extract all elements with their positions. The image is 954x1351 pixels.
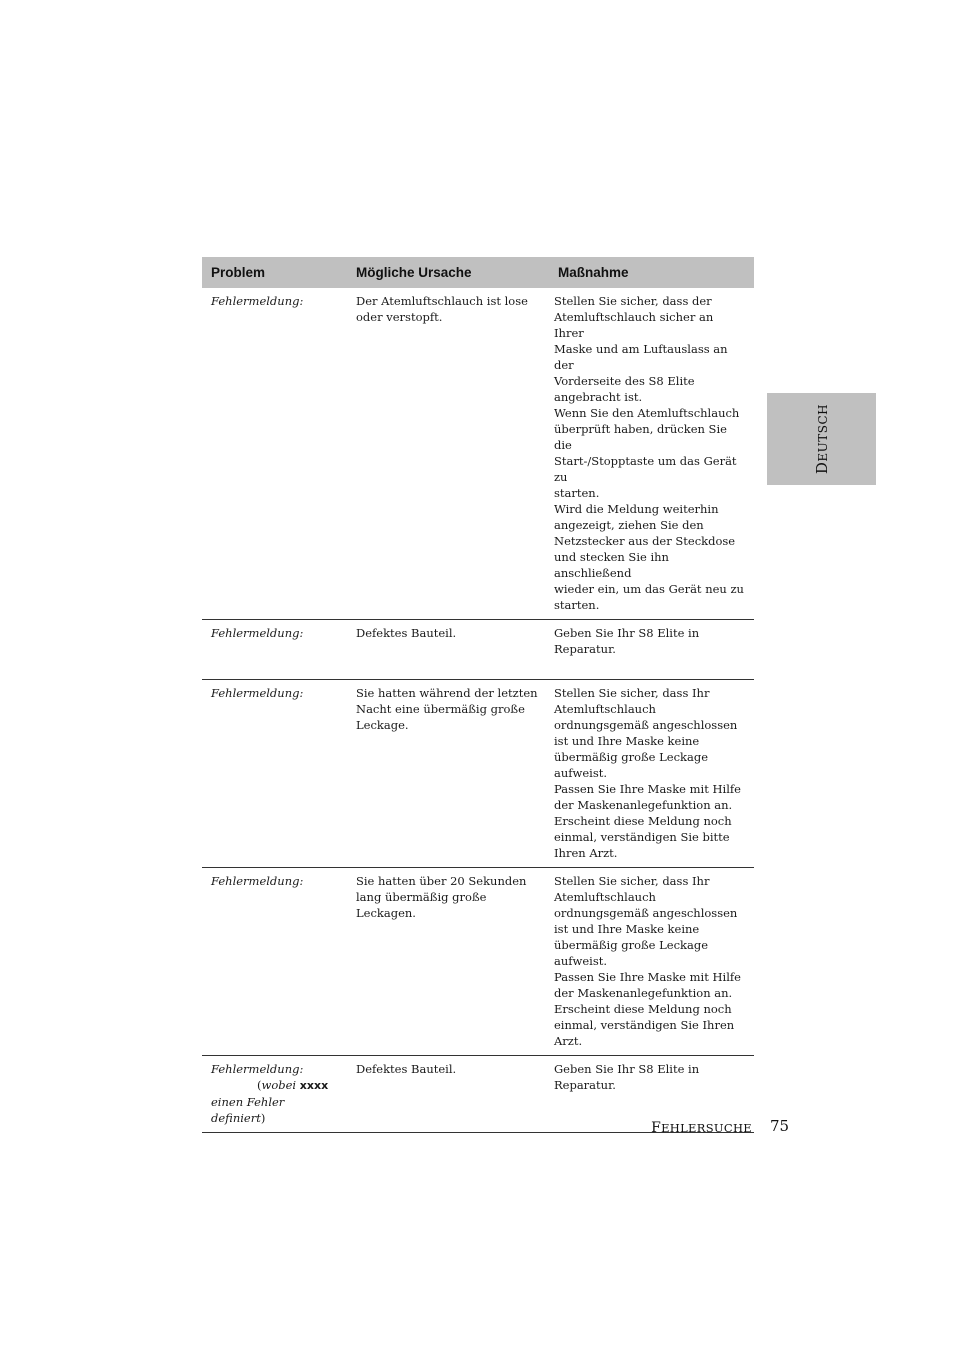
cause-cell: Der Atemluftschlauch ist lose oder verstopft. [347, 288, 549, 620]
problem-cell [202, 288, 347, 620]
header-cause: Mögliche Ursache [347, 257, 549, 288]
action-cell: Stellen Sie sicher, dass der Atemluftschlauch sicher an Ihrer Maske und am Luftauslass an der Vorderseite des S8 Elite angebracht ist. Wenn Sie den Atemluftschlauch überprüft haben, drücken Sie die Start-/Stopptaste um das Gerät zu starten. Wird die Meldung weiterhin angezeigt, ziehen Sie den Netzstecker aus der Steckdose und stecken Sie ihn anschließend wieder ein, um das Gerät neu zu starten. [549, 288, 754, 620]
footer-section-initial: F [651, 1120, 662, 1136]
table-row [202, 868, 754, 1056]
language-label-rest: EUTSCH [815, 403, 830, 462]
detail-close-paren: ) [260, 1111, 266, 1125]
footer-section-title [640, 1120, 752, 1136]
cause-cell: Defektes Bauteil. [347, 1056, 549, 1133]
language-side-tab [767, 393, 876, 485]
header-problem: Problem [202, 257, 347, 288]
page-number: 75 [770, 1117, 790, 1135]
problem-label: Fehlermeldung: [211, 686, 304, 700]
problem-cell [202, 620, 347, 680]
problem-label: Fehlermeldung: [211, 874, 304, 888]
problem-cell [202, 680, 347, 868]
language-label [813, 404, 831, 474]
table-row [202, 288, 754, 620]
detail-rest: einen Fehler definiert [211, 1095, 285, 1125]
troubleshooting-table-wrapper [202, 257, 754, 1133]
problem-label: Fehlermeldung: [211, 1062, 304, 1076]
cause-cell: Sie hatten während der letzten Nacht eine übermäßig große Leckage. [347, 680, 549, 868]
action-cell: Geben Sie Ihr S8 Elite in Reparatur. [549, 620, 754, 680]
cause-cell: Sie hatten über 20 Sekunden lang übermäßig große Leckagen. [347, 868, 549, 1056]
language-label-initial: D [812, 461, 831, 475]
problem-label: Fehlermeldung: [211, 294, 304, 308]
problem-cell [202, 1056, 347, 1133]
table-row [202, 620, 754, 680]
table-header-row [202, 257, 754, 288]
action-cell: Geben Sie Ihr S8 Elite in Reparatur. [549, 1056, 754, 1133]
problem-detail [211, 1077, 341, 1126]
cause-cell: Defektes Bauteil. [347, 620, 549, 680]
troubleshooting-table [202, 257, 754, 1133]
action-cell: Stellen Sie sicher, dass Ihr Atemluftschlauch ordnungsgemäß angeschlossen ist und Ihre Maske keine übermäßig große Leckage aufweist. Passen Sie Ihre Maske mit Hilfe der Maskenanlegefunktion an. Erscheint diese Meldung noch einmal, verständigen Sie bitte Ihren Arzt. [549, 680, 754, 868]
error-code-placeholder: xxxx [299, 1079, 329, 1092]
detail-open-paren: ( [257, 1078, 262, 1092]
footer-section-rest: EHLERSUCHE [661, 1121, 752, 1135]
table-row [202, 680, 754, 868]
header-action: Maßnahme [549, 257, 754, 288]
action-cell: Stellen Sie sicher, dass Ihr Atemluftschlauch ordnungsgemäß angeschlossen ist und Ihre Maske keine übermäßig große Leckage aufweist. Passen Sie Ihre Maske mit Hilfe der Maskenanlegefunktion an. Erscheint diese Meldung noch einmal, verständigen Sie Ihren Arzt. [549, 868, 754, 1056]
problem-cell [202, 868, 347, 1056]
problem-label: Fehlermeldung: [211, 626, 304, 640]
detail-wobei: wobei [261, 1078, 300, 1092]
